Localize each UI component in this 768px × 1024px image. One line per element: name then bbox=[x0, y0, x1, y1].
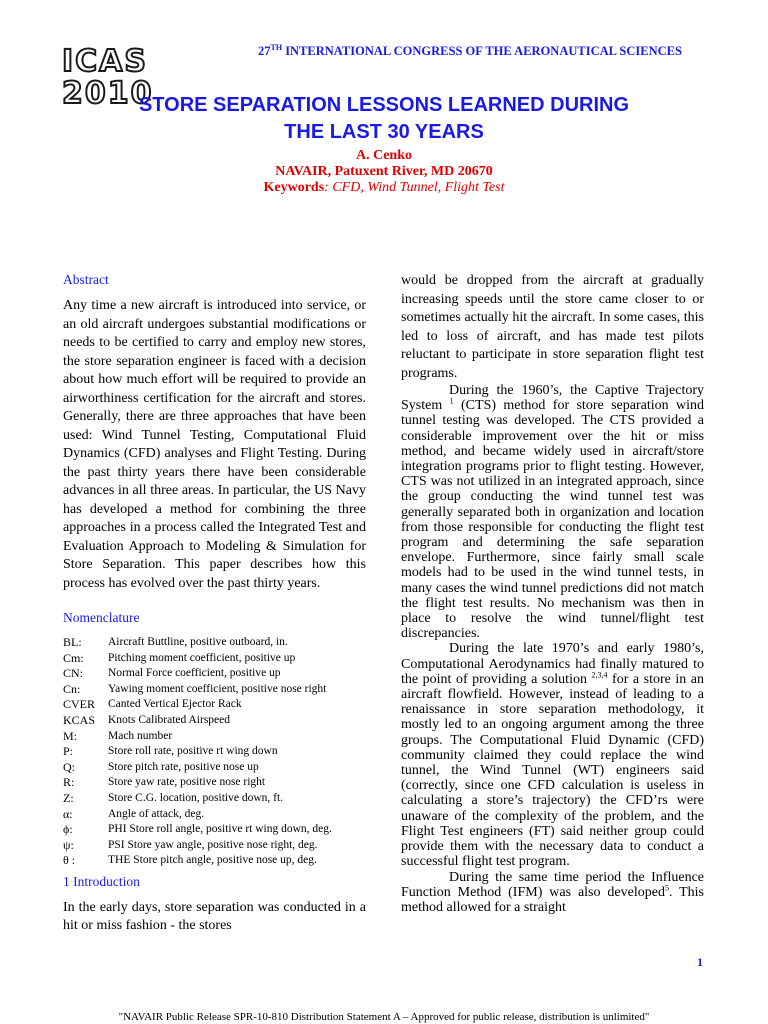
nomenclature-definition: Normal Force coefficient, positive up bbox=[108, 667, 281, 680]
nomenclature-definition: PHI Store roll angle, positive rt wing down, deg. bbox=[108, 823, 332, 836]
nomenclature-definition: Store C.G. location, positive down, ft. bbox=[108, 791, 284, 804]
right-paragraph-2: During the 1960’s, the Captive Trajectory System $^1$ (CTS) method for store separation wind tunnel testing was developed. The CTS provided a considerable improvement over the hit or miss method, and became widely used in aircraft/store integration programs prior to flight testing. However, CTS was not utilized in an integrated approach, since the group conducting the wind tunnel test was generally separated both in organization and location from those responsible for conducting the flight test program and determining the safe separation envelope. Furthermore, since fairly small scale models had to be used in the wind tunnel tests, in many cases the wind tunnel predictions did not match the flight test results. No mechanism was then in place to resolve the wind tunnel/flight test discrepancies. bbox=[401, 383, 705, 642]
nomenclature-row bbox=[63, 791, 366, 807]
nomenclature-row bbox=[63, 760, 366, 776]
nomenclature-row bbox=[63, 697, 366, 713]
icas-logo: ICAS 2010 bbox=[62, 44, 154, 111]
reference-1: 1 bbox=[449, 396, 454, 406]
nomenclature-row bbox=[63, 744, 366, 760]
nomenclature-definition: Yawing moment coefficient, positive nose right bbox=[108, 682, 327, 695]
nomenclature-definition: Store pitch rate, positive nose up bbox=[108, 760, 259, 773]
nomenclature-row bbox=[63, 651, 366, 667]
affiliation: NAVAIR, Patuxent River, MD 20670 bbox=[275, 164, 493, 179]
nomenclature-definition: Aircraft Buttline, positive outboard, in. bbox=[108, 636, 288, 648]
nomenclature-row bbox=[63, 682, 366, 698]
nomenclature-definition: PSI Store yaw angle, positive nose right, deg. bbox=[108, 838, 318, 851]
nomenclature-symbol: Z: bbox=[63, 790, 74, 805]
conference-ordinal-suffix: TH bbox=[270, 42, 283, 52]
nomenclature-row bbox=[63, 666, 366, 682]
nomenclature-definition: Pitching moment coefficient, positive up bbox=[108, 651, 296, 664]
right-column bbox=[401, 272, 704, 915]
abstract-heading: Abstract bbox=[63, 272, 109, 287]
nomenclature-symbol: Cn: bbox=[63, 681, 81, 696]
keywords-label: Keywords bbox=[263, 180, 325, 195]
nomenclature-symbol: α: bbox=[63, 806, 73, 821]
nomenclature-heading: Nomenclature bbox=[63, 610, 140, 625]
keywords bbox=[0, 180, 768, 196]
nomenclature-symbol: KCAS bbox=[63, 712, 96, 727]
paper-title-line1: STORE SEPARATION LESSONS LEARNED DURING bbox=[138, 94, 630, 116]
left-column bbox=[63, 272, 366, 936]
nomenclature-definition: Store yaw rate, positive nose right bbox=[108, 776, 266, 789]
paper-title bbox=[0, 92, 768, 146]
conference-ordinal: 27 bbox=[258, 44, 271, 58]
nomenclature-symbol: CVER bbox=[63, 697, 96, 712]
distribution-statement: "NAVAIR Public Release SPR-10-810 Distribution Statement A – Approved for public release, distribution is unlimited" bbox=[118, 1011, 650, 1023]
nomenclature-symbol: BL: bbox=[63, 635, 82, 649]
nomenclature-symbol: CN: bbox=[63, 666, 84, 681]
reference-2-4: 2,3,4 bbox=[591, 670, 608, 680]
page-number: 1 bbox=[697, 955, 703, 969]
nomenclature-row bbox=[63, 729, 366, 745]
nomenclature-row bbox=[63, 822, 366, 838]
right-paragraph-1: would be dropped from the aircraft at gradually increasing speeds until the store came closer to or sometimes actually hit the aircraft. In some cases, this led to loss of aircraft, and has made test pilots reluctant to participate in store separation flight test programs. bbox=[401, 273, 704, 381]
nomenclature-symbol: Cm: bbox=[63, 650, 84, 665]
nomenclature-definition: Canted Vertical Ejector Rack bbox=[108, 698, 242, 711]
nomenclature-definition: Mach number bbox=[108, 729, 173, 742]
nomenclature-row bbox=[63, 775, 366, 791]
nomenclature-symbol: θ : bbox=[63, 853, 76, 868]
introduction-text: In the early days, store separation was conducted in a hit or miss fashion - the stores bbox=[63, 899, 366, 934]
nomenclature-row bbox=[63, 807, 366, 823]
nomenclature-symbol: Q: bbox=[63, 759, 75, 774]
abstract-text: Any time a new aircraft is introduced into service, or an old aircraft undergoes substantial modifications or needs to be certified to carry and employ new stores, the store separation engineer is faced with a decision about how much effort will be required to provide an airworthiness certification for the aircraft and stores. Generally, there are three approaches that have been used: Wind Tunnel Testing, Computational Fluid Dynamics (CFD) analyses and Flight Testing. During the past thirty years there have been considerable advances in all three areas. In particular, the US Navy has developed a method for combining the three approaches in a process called the Integrated Test and Evaluation Approach to Modeling & Simulation for Store Separation. This paper describes how this process has evolved over the past thirty years. bbox=[63, 298, 366, 591]
nomenclature-symbol: R: bbox=[63, 775, 75, 790]
conference-name: INTERNATIONAL CONGRESS OF THE AERONAUTICAL SCIENCES bbox=[285, 44, 682, 58]
nomenclature-definition: Store roll rate, positive rt wing down bbox=[108, 745, 278, 758]
right-paragraph-3: During the late 1970’s and early 1980’s, Computational Aerodynamics had finally matured to the point of providing a solution $^{2,3,4}$ for a store in an aircraft flowfield. However, instead of leading to a renaissance in store separation methodology, it mostly led to an ongoing argument among the three groups. The Computational Fluid Dynamic (CFD) community claimed they could replace the wind tunnel, the Wind Tunnel (WT) engineers said (correctly, since one CFD calculation is useless in calculating a store’s trajectory) the CFD’rs were unaware of the complexity of the problem, and the Flight Test engineers (FT) said neither group could provide them with the necessary data to conduct a successful flight test program. bbox=[401, 641, 704, 870]
nomenclature-definition: THE Store pitch angle, positive nose up, deg. bbox=[108, 854, 317, 867]
nomenclature-definition: Angle of attack, deg. bbox=[108, 807, 205, 820]
nomenclature-symbol: P: bbox=[63, 744, 74, 759]
introduction-heading: 1 Introduction bbox=[63, 873, 140, 889]
nomenclature-row bbox=[63, 838, 366, 854]
keywords-list: : CFD, Wind Tunnel, Flight Test bbox=[324, 180, 505, 195]
nomenclature-row bbox=[63, 853, 366, 869]
nomenclature-symbol: M: bbox=[63, 728, 78, 743]
nomenclature-row bbox=[63, 635, 366, 651]
reference-5: 5 bbox=[664, 883, 669, 893]
nomenclature-list bbox=[63, 635, 366, 869]
right-paragraph-4: During the same time period the Influence Function Method (IFM) was also developed$^5$. This method allowed for a straight bbox=[401, 869, 704, 915]
nomenclature-row bbox=[63, 713, 366, 729]
nomenclature-symbol: ψ: bbox=[63, 837, 74, 852]
nomenclature-symbol: ϕ: bbox=[63, 822, 73, 837]
nomenclature-definition: Knots Calibrated Airspeed bbox=[108, 713, 231, 726]
paper-title-line2: THE LAST 30 YEARS bbox=[284, 121, 484, 143]
author: A. Cenko bbox=[355, 148, 412, 163]
conference-header bbox=[258, 44, 682, 59]
